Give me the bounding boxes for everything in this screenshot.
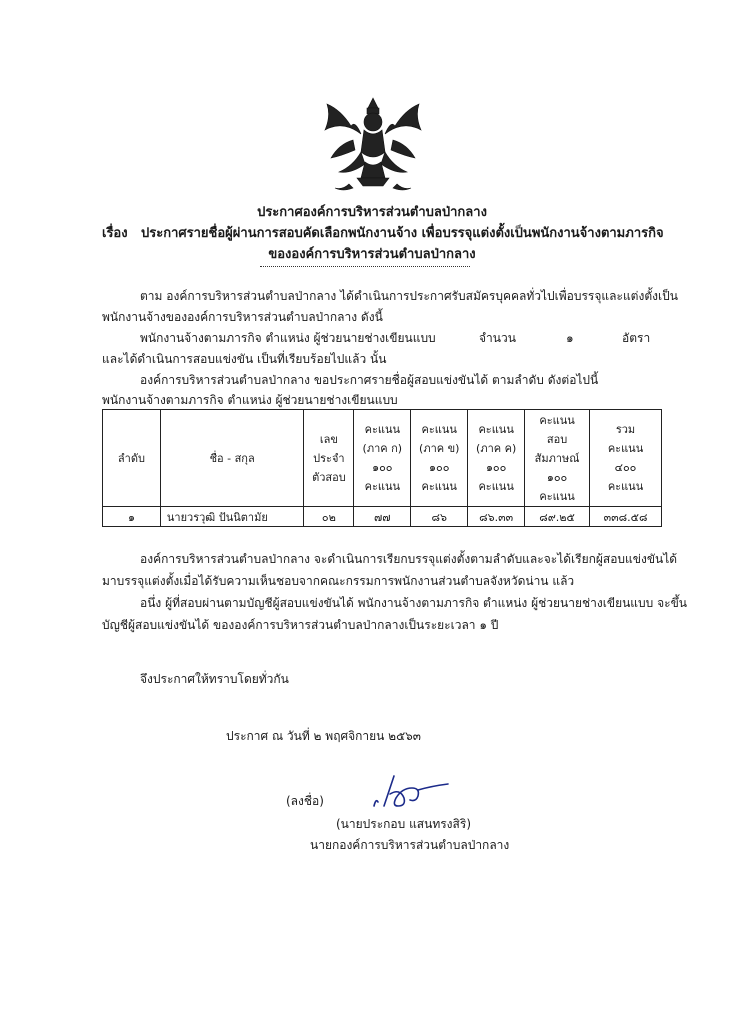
- paragraph-4-line-1: องค์การบริหารส่วนตำบลป่ากลาง จะดำเนินการเรียกบรรจุแต่งตั้งตามลำดับและจะได้เรียกผู้สอบแข่งขันได้: [140, 552, 678, 566]
- document-title: ประกาศองค์การบริหารส่วนตำบลป่ากลาง: [257, 205, 487, 220]
- divider: [260, 266, 470, 267]
- garuda-emblem-icon: [313, 92, 433, 197]
- header-part-b: คะแนน (ภาค ข) ๑๐๐ คะแนน: [411, 410, 468, 507]
- header-total: รวม คะแนน ๔๐๐ คะแนน: [590, 410, 662, 507]
- paragraph-5-line-2: บัญชีผู้สอบแข่งขันได้ ขององค์การบริหารส่วนตำบลป่ากลางเป็นระยะเวลา ๑ ปี: [102, 618, 499, 632]
- results-table: [102, 409, 662, 527]
- paragraph-5-line-1: อนึ่ง ผู้ที่สอบผ่านตามบัญชีผู้สอบแข่งขันได้ พนักงานจ้างตามภารกิจ ตำแหน่ง ผู้ช่วยนายช่างเขียนแบบ จะขึ้น: [140, 596, 687, 610]
- paragraph-1-line-2: พนักงานจ้างขององค์การบริหารส่วนตำบลป่ากลาง ดังนี้: [102, 310, 383, 324]
- table-row: [103, 507, 662, 527]
- cell-interview: ๘๙.๒๕: [525, 507, 590, 527]
- paragraph-1-line-1: ตาม องค์การบริหารส่วนตำบลป่ากลาง ได้ดำเนินการประกาศรับสมัครบุคคลทั่วไปเพื่อบรรจุและแต่งตั้งเป็น: [140, 289, 678, 303]
- subject-line-2: ขององค์การบริหารส่วนตำบลป่ากลาง: [268, 247, 476, 262]
- signer-title: นายกองค์การบริหารส่วนตำบลป่ากลาง: [310, 838, 510, 852]
- signature-icon: [368, 772, 458, 812]
- cell-part-b: ๘๖: [411, 507, 468, 527]
- quantity-label: จำนวน: [479, 331, 516, 345]
- announce-line: จึงประกาศให้ทราบโดยทั่วกัน: [140, 672, 289, 686]
- position-line: พนักงานจ้างตามภารกิจ ตำแหน่ง ผู้ช่วยนายช่างเขียนแบบ: [140, 331, 436, 345]
- header-part-a: คะแนน (ภาค ก) ๑๐๐ คะแนน: [354, 410, 411, 507]
- paragraph-3: องค์การบริหารส่วนตำบลป่ากลาง ขอประกาศรายชื่อผู้สอบแข่งขันได้ ตามลำดับ ดังต่อไปนี้: [140, 373, 599, 387]
- subject-label: เรื่อง: [102, 226, 128, 241]
- paragraph-2: และได้ดำเนินการสอบแข่งขัน เป็นที่เรียบร้อยไปแล้ว นั้น: [102, 352, 387, 366]
- table-caption: พนักงานจ้างตามภารกิจ ตำแหน่ง ผู้ช่วยนายช่างเขียนแบบ: [102, 393, 398, 407]
- cell-name: นายวรวุฒิ ปันนิตามัย: [160, 507, 304, 527]
- paragraph-4-line-2: มาบรรจุแต่งตั้งเมื่อได้รับความเห็นชอบจากคณะกรรมการพนักงานส่วนตำบลจังหวัดน่าน แล้ว: [102, 574, 575, 588]
- cell-total: ๓๓๘.๕๘: [590, 507, 662, 527]
- header-part-c: คะแนน (ภาค ค) ๑๐๐ คะแนน: [468, 410, 525, 507]
- cell-part-c: ๘๖.๓๓: [468, 507, 525, 527]
- header-order: ลำดับ: [103, 410, 161, 507]
- cell-exam-no: ๐๒: [304, 507, 354, 527]
- header-interview: คะแนน สอบ สัมภาษณ์ ๑๐๐ คะแนน: [525, 410, 590, 507]
- cell-order: ๑: [103, 507, 161, 527]
- quantity-value: ๑: [566, 331, 574, 345]
- quantity-unit: อัตรา: [622, 331, 651, 345]
- date-line: ประกาศ ณ วันที่ ๒ พฤศจิกายน ๒๕๖๓: [226, 729, 421, 743]
- header-name: ชื่อ - สกุล: [160, 410, 304, 507]
- signer-name: (นายประกอบ แสนทรงสิริ): [336, 817, 471, 831]
- subject-line-1: ประกาศรายชื่อผู้ผ่านการสอบคัดเลือกพนักงานจ้าง เพื่อบรรจุแต่งตั้งเป็นพนักงานจ้างตามภารกิจ: [141, 226, 664, 241]
- table-header-row: [103, 410, 662, 507]
- sign-label: (ลงชื่อ): [286, 794, 324, 808]
- header-exam-no: เลข ประจำ ตัวสอบ: [304, 410, 354, 507]
- cell-part-a: ๗๗: [354, 507, 411, 527]
